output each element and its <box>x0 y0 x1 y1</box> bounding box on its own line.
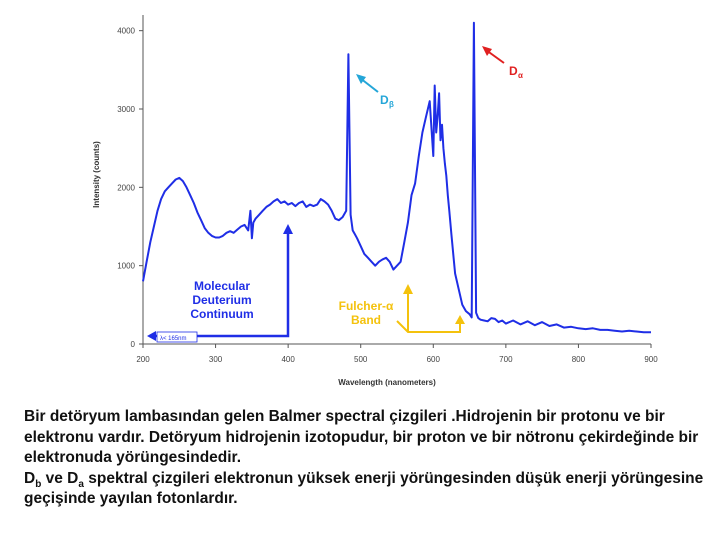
x-tick-label: 700 <box>499 355 513 364</box>
y-tick-label: 1000 <box>117 261 135 271</box>
fulcher-label-line: Fulcher-α <box>338 299 394 313</box>
caption <box>24 407 714 510</box>
d-beta-subscript: β <box>389 100 394 109</box>
annotations <box>147 46 523 342</box>
x-tick-label: 900 <box>644 355 658 364</box>
d-b-letter: D <box>24 469 36 487</box>
fulcher-arrowhead <box>455 315 465 324</box>
d-a-letter: D <box>67 469 79 487</box>
d-a-subscript: a <box>78 478 84 490</box>
continuum-label-line: Continuum <box>190 307 254 321</box>
d-b-subscript: b <box>35 478 42 490</box>
y-tick-label: 2000 <box>117 183 135 193</box>
x-tick-label: 300 <box>208 355 223 364</box>
d-beta-label: D <box>380 93 389 107</box>
ve-word: ve <box>41 469 68 487</box>
d-alpha-arrowhead <box>482 46 492 56</box>
x-tick-label: 600 <box>426 355 440 364</box>
continuum-label-line: Deuterium <box>192 293 252 307</box>
y-tick-label: 3000 <box>117 105 135 114</box>
x-tick-label: 200 <box>136 355 150 364</box>
fulcher-label-line: Band <box>351 313 381 327</box>
y-tick-label: 0 <box>130 340 135 349</box>
caption-paragraph-2-text: spektral çizgileri elektronun yüksek enerji yörüngesinden düşük enerji yörüngesine geçişinde yayılan fotonlardır. <box>24 469 704 507</box>
d-alpha-subscript: α <box>518 71 523 80</box>
continuum-label-line: Molecular <box>193 279 251 293</box>
axes <box>92 15 658 387</box>
y-tick-label: 4000 <box>117 26 135 36</box>
caption-paragraph-1: Bir detöryum lambasından gelen Balmer spectral çizgileri .Hidrojenin bir protonu ve bir elektronu vardır. Detöryum hidrojenin izotopudur, bir proton ve bir nötronu çekirdeğinde bir elektronuda yörüngesindedir. <box>24 408 699 466</box>
fulcher-bracket <box>397 321 460 332</box>
x-axis-label: Wavelength (nanometers) <box>338 378 436 387</box>
caption-paragraph-2 <box>24 469 714 510</box>
fulcher-left-arrowhead <box>403 284 413 294</box>
y-axis-label: Intensity (counts) <box>92 141 101 208</box>
continuum-left-arrowhead <box>147 331 156 341</box>
d-alpha-label: D <box>509 64 518 78</box>
continuum-arrowhead <box>283 224 293 234</box>
x-tick-label: 800 <box>571 355 586 364</box>
x-tick-label: 500 <box>354 355 368 364</box>
uv-limit-label: λ< 165nm <box>160 336 187 342</box>
x-tick-label: 400 <box>281 355 295 364</box>
